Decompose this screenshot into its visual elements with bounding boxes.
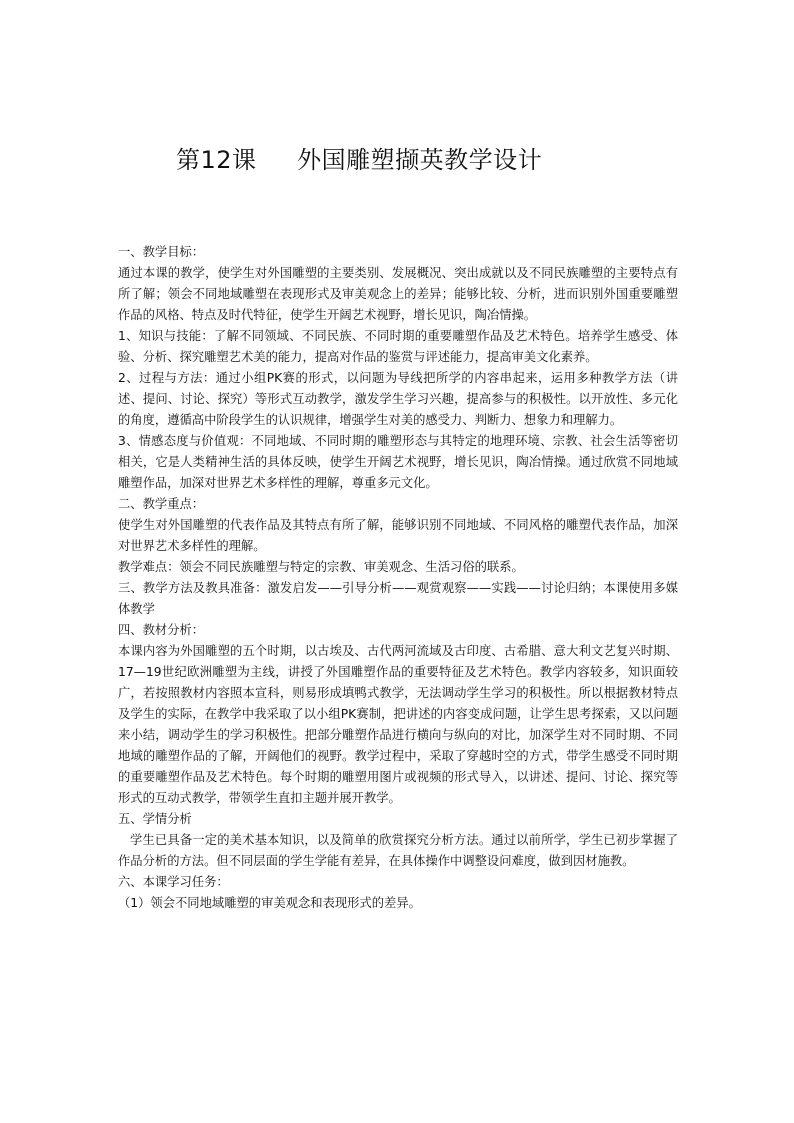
- paragraph-material-analysis: 本课内容为外国雕塑的五个时期，以古埃及、古代两河流域及古印度、古希腊、意大利文艺复兴时期、17—19世纪欧洲雕塑为主线，讲授了外国雕塑作品的重要特征及艺术特色。教学内容较多，知识面较广，若按照教材内容照本宣科，则易形成填鸭式教学，无法调动学生学习的积极性。所以根据教材特点及学生的实际，在教学中我采取了以小组PK赛制，把讲述的内容变成问题，让学生思考探索，又以问题来小结，调动学生的学习积极性。把部分雕塑作品进行横向与纵向的对比，加深学生对不同时期、不同地域的雕塑作品的了解，开阔他们的视野。教学过程中，采取了穿越时空的方式，带学生感受不同时期的重要雕塑作品及艺术特色。每个时期的雕塑用图片或视频的形式导入，以讲述、提问、讨论、探究等形式的互动式教学，带领学生直扣主题并展开教学。: [118, 644, 678, 805]
- paragraph-emotion-values: 3、情感态度与价值观：不同地域、不同时期的雕塑形态与其特定的地理环境、宗教、社会生活等密切相关，它是人类精神生活的具体反映，使学生开阔艺术视野，增长见识，陶冶情操。通过欣赏不同地域雕塑作品，加深对世界艺术多样性的理解，尊重多元文化。: [118, 434, 678, 490]
- paragraph-learning-task-1: （1）领会不同地域雕塑的审美观念和表现形式的差异。: [118, 896, 421, 910]
- paragraph-teaching-difficulty: 教学难点：领会不同民族雕塑与特定的宗教、审美观念、生活习俗的联系。: [118, 560, 524, 574]
- heading-teaching-goals: 一、教学目标：: [118, 245, 205, 259]
- document-title: 第12课 外国雕塑撷英教学设计: [176, 146, 543, 174]
- paragraph-teaching-focus: 使学生对外国雕塑的代表作品及其特点有所了解，能够识别不同地域、不同风格的雕塑代表作品，加深对世界艺术多样性的理解。: [118, 518, 678, 553]
- heading-material-analysis: 四、教材分析：: [118, 623, 205, 637]
- paragraph-knowledge-skills: 1、知识与技能：了解不同领域、不同民族、不同时期的重要雕塑作品及艺术特色。培养学生感受、体验、分析、探究雕塑艺术美的能力，提高对作品的鉴赏与评述能力，提高审美文化素养。: [118, 329, 678, 364]
- document-body: [118, 242, 678, 914]
- heading-teaching-focus: 二、教学重点：: [118, 497, 205, 511]
- paragraph-process-methods: 2、过程与方法：通过小组PK赛的形式，以问题为导线把所学的内容串起来，运用多种教学方法（讲述、提问、讨论、探究）等形式互动教学，激发学生学习兴趣，提高参与的积极性。以开放性、多元化的角度，遵循高中阶段学生的认识规律，增强学生对美的感受力、判断力、想象力和理解力。: [118, 371, 678, 427]
- paragraph-student-analysis: 学生已具备一定的美术基本知识，以及简单的欣赏探究分析方法。通过以前所学，学生已初步掌握了作品分析的方法。但不同层面的学生学能有差异，在具体操作中调整设问难度，做到因材施教。: [118, 833, 678, 868]
- paragraph-goals-overview: 通过本课的教学，使学生对外国雕塑的主要类别、发展概况、突出成就以及不同民族雕塑的主要特点有所了解；领会不同地域雕塑在表现形式及审美观念上的差异；能够比较、分析，进而识别外国重要雕塑作品的风格、特点及时代特征，使学生开阔艺术视野，增长见识，陶冶情操。: [118, 266, 678, 322]
- heading-learning-tasks: 六、本课学习任务：: [118, 875, 229, 889]
- paragraph-methods-tools: 三、教学方法及教具准备：激发启发——引导分析——观赏观察——实践——讨论归纳；本课使用多媒体教学: [118, 581, 678, 616]
- heading-student-analysis: 五、学情分析: [118, 812, 192, 826]
